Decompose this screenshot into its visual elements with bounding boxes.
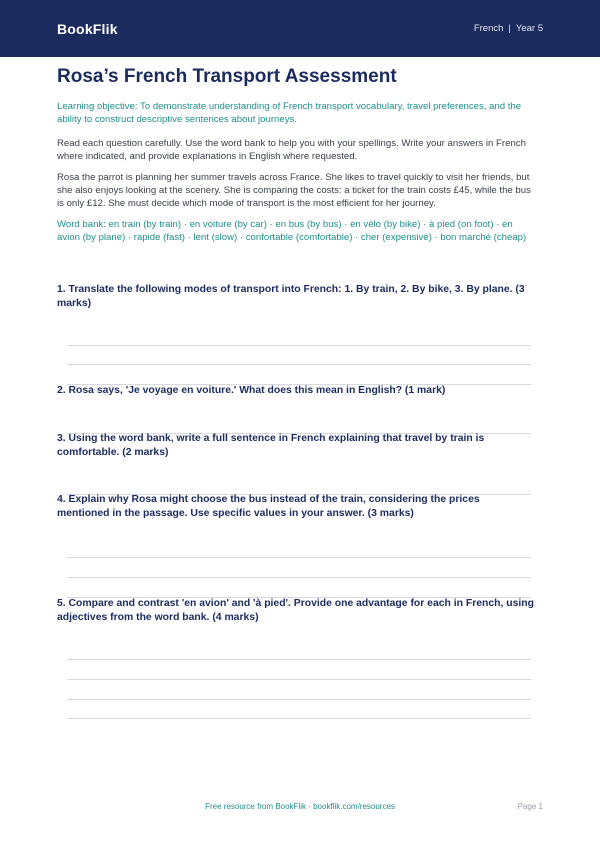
year-label: Year 5 [515, 23, 543, 34]
question-5: 5. Compare and contrast 'en avion' and 'à pied'. Provide one advantage for each in French, using adjectives from the word bank. (4 marks) [57, 598, 534, 623]
subject-label: French [473, 23, 504, 34]
footer-credit-link[interactable]: Free resource from BookFlik · bookflik.com/resources [205, 802, 395, 811]
answer-line[interactable] [67, 557, 531, 558]
header-meta [474, 23, 543, 34]
question-4: 4. Explain why Rosa might choose the bus instead of the train, considering the prices mentioned in the passage. Use specific values in your answer. (3 marks) [57, 494, 480, 519]
answer-line[interactable] [67, 718, 531, 719]
header-bar [0, 0, 600, 57]
question-1: 1. Translate the following modes of transport into French: 1. By train, 2. By bike, 3. By plane. (3 marks) [57, 284, 525, 309]
intro-section [57, 65, 535, 264]
learning-objective: Learning objective: To demonstrate understanding of French transport vocabulary, travel preferences, and the ability to construct descriptive sentences about journeys. [57, 101, 522, 125]
brand-logo: BookFlik [57, 20, 118, 37]
page-title: Rosa’s French Transport Assessment [57, 66, 397, 87]
word-bank: Word bank: en train (by train) · en voiture (by car) · en bus (by bus) · en vélo (by bike) · à pied (on foot) · en avion (by plane) · rapide (fast) · lent (slow) · confortable (comfortable) · cher (expensive) · bon marché (cheap) [57, 219, 527, 243]
answer-line[interactable] [67, 679, 531, 680]
question-3: 3. Using the word bank, write a full sentence in French explaining that travel by train is comfortable. (2 marks) [57, 433, 485, 458]
passage: Rosa the parrot is planning her summer travels across France. She likes to travel quickly to visit her friends, but she also enjoys looking at the scenery. She is comparing the costs: a ticket for the train costs £45, while the bus is only £12. She must decide which mode of transport is the most efficient for her journey. [57, 172, 531, 209]
answer-line[interactable] [67, 345, 531, 346]
instructions: Read each question carefully. Use the word bank to help you with your spellings. Write your answers in French where indicated, and provide explanations in English where requested. [57, 138, 526, 162]
answer-line[interactable] [67, 577, 531, 578]
answer-line[interactable] [67, 364, 531, 365]
page-number: Page 1 [517, 802, 543, 811]
meta-separator: | [508, 23, 511, 34]
answer-line[interactable] [67, 659, 531, 660]
question-2: 2. Rosa says, 'Je voyage en voiture.' What does this mean in English? (1 mark) [57, 385, 446, 396]
answer-line[interactable] [67, 699, 531, 700]
